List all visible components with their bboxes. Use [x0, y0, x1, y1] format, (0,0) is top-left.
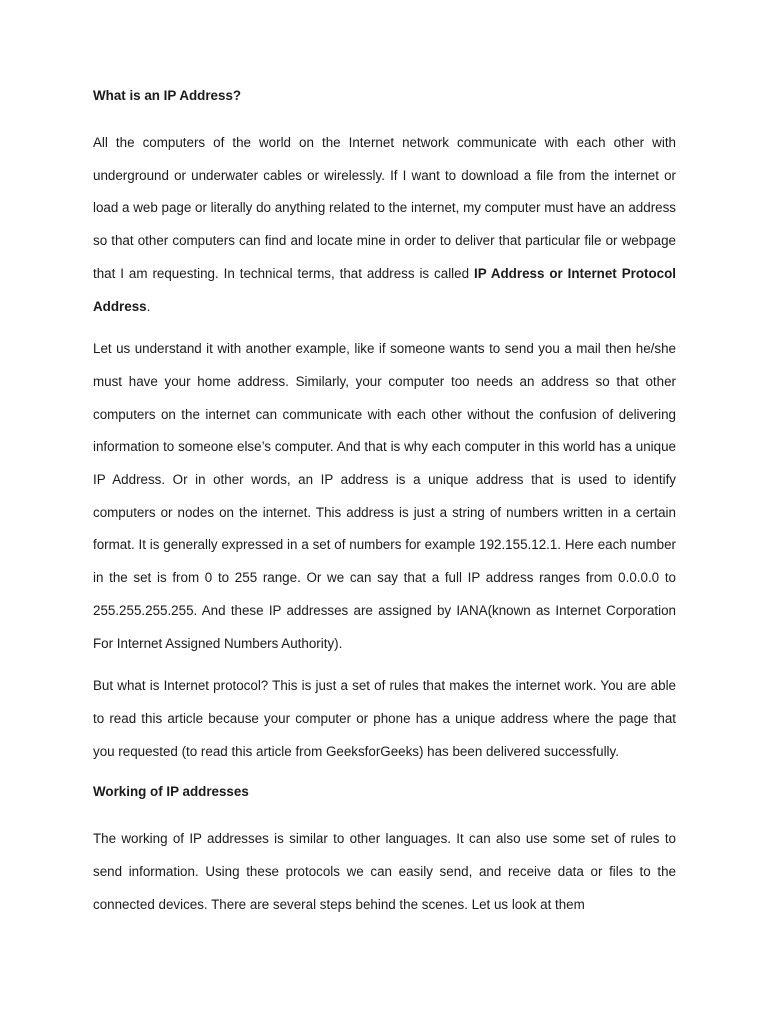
paragraph-mail-example: Let us understand it with another example, like if someone wants to send you a mail then he/she must have your home address. Similarly, your computer too needs an address so that other computers on the internet can communicate with each other without the confusion of delivering information to someone else’s computer. And that is why each computer in this world has a unique IP Address. Or in other words, an IP address is a unique address that is used to identify computers or nodes on the internet. This address is just a string of numbers written in a certain format. It is generally expressed in a set of numbers for example 192.155.12.1. Here each number in the set is from 0 to 255 range. Or we can say that a full IP address ranges from 0.0.0.0 to 255.255.255.255. And these IP addresses are assigned by IANA(known as Internet Corporation For Internet Assigned Numbers Authority). — [93, 341, 676, 651]
paragraph-ip-intro-text: All the computers of the world on the Internet network communicate with each other with underground or underwater cables or wirelessly. If I want to download a file from the internet or load a web page or literally do anything related to the internet, my computer must have an address so that other computers can find and locate mine in order to deliver that particular file or webpage that I am requesting. In technical terms, that address is called — [93, 135, 676, 281]
heading-working-of-ip: Working of IP addresses — [93, 784, 249, 800]
paragraph-internet-protocol: But what is Internet protocol? This is just a set of rules that makes the internet work. You are able to read this article because your computer or phone has a unique address where the page that you requested (to read this article from GeeksforGeeks) has been delivered successfully. — [93, 678, 676, 759]
heading-what-is-ip-address: What is an IP Address? — [93, 88, 242, 103]
paragraph-working: The working of IP addresses is similar to other languages. It can also use some set of rules to send information. Using these protocols we can easily send, and receive data or files to the connected devices. There are several steps behind the scenes. Let us look at them — [93, 831, 676, 912]
ip-address-bold-term: IP Address or Internet Protocol Address — [93, 265, 676, 314]
paragraph-ip-intro — [93, 127, 676, 323]
document-page — [93, 86, 676, 931]
paragraph-ip-intro-end: . — [146, 298, 151, 314]
